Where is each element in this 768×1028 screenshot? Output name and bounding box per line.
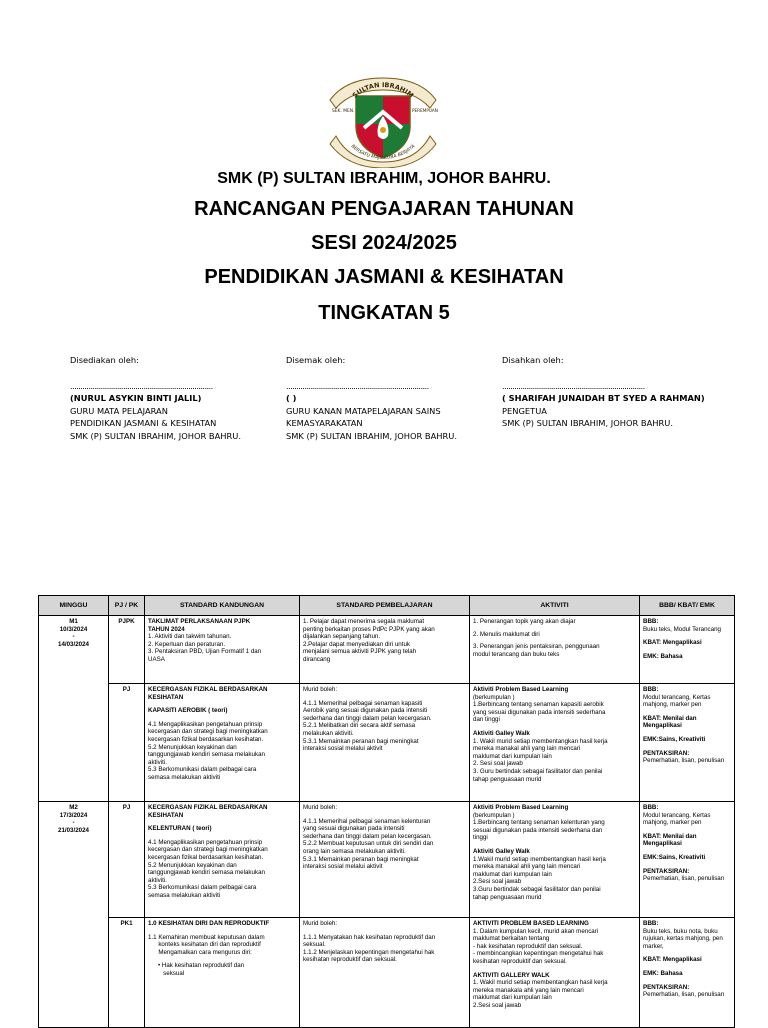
ak-line: 2. Menulis maklumat diri [473,630,540,638]
pj-pk-cell: PK1 [109,918,145,1028]
bbb-heading: BBB: [643,920,659,927]
sp-line: dijalankan sepanjang tahun. [303,633,381,641]
col-header-pj-pk: PJ / PK [109,596,145,616]
sk-line: 4.1 Mengaplikasikan pengetahuan prinsip [148,838,263,846]
table-header-row [39,596,735,616]
kbat-heading: KBAT: Menilai dan Mengaplikasi [643,832,697,848]
signature-role-line: KEMASYARAKATAN [286,418,363,429]
signature-name: ( SHARIFAH JUNAIDAH BT SYED A RAHMAN) [502,393,705,403]
school-crest-logo [326,72,440,168]
pentaksiran-heading: PENTAKSIRAN: [643,749,690,757]
col-header-bbb-kbat-emk: BBB/ KBAT/ EMK [640,596,735,616]
ak-line: dan tinggi [473,716,500,724]
ak-line: 2.Sesi soal jawab [473,878,522,886]
bbb-kbat-emk-cell [640,684,735,802]
sp-line: 4.1.1 Memerihal pelbagai senaman kapasiti [303,699,423,707]
emk-heading: EMK: Bahasa [643,652,683,660]
week-start: 10/3/2024 [59,625,88,633]
emk-heading: EMK: Bahasa [643,969,683,977]
logo-ribbon-right-text: PEREMPUAN [412,108,438,113]
pentaksiran-text: Pemerhatian, lisan, penulisan [643,875,725,883]
sp-line: penting berkaitan proses PdPc PJPK yang akan [303,625,435,633]
signature-role-line: PENDIDIKAN JASMANI & KESIHATAN [70,418,217,429]
sk-line: 2. Keperluan dan peraturan. [148,640,226,648]
kbat-heading: KBAT: Menilai dan Mengaplikasi [643,714,697,730]
bbb-text: Modul terancang, Kertas mahjong, marker pen [643,811,711,827]
logo-ribbon-top-text: SULTAN IBRAHIM [350,80,416,100]
signature-line: ...................................................................... [286,381,429,391]
sk-title: TAHUN 2024 [148,625,185,633]
sk-line: kecergasan dan strategi bagi meningkatkan [148,846,268,854]
sk-line: aktiviti. [148,876,167,884]
ak-line: 2.Sesi soal jawab [473,1001,522,1009]
bbb-text: Modul terancang, Kertas mahjong, marker pen [643,693,711,709]
sp-line: interaksi sosial melalui aktivit [303,745,383,753]
col-header-aktiviti: AKTIVITI [470,596,640,616]
table-row [39,918,735,1028]
pj-pk-cell: PJ [109,684,145,802]
ak-line: 1. Penerangan topik yang akan diajar [473,618,576,625]
ak-line: tinggi [473,834,488,842]
sp-heading: Murid boleh: [303,920,338,927]
ak-title: Aktiviti Problem Based Learning [473,804,569,811]
sk-title: TAKLIMAT PERLAKSANAAN PJPK [148,618,251,625]
pentaksiran-text: Pemerhatian, lisan, penulisan [643,991,725,999]
sp-line: menjalani semua aktiviti PJPK yang telah [303,648,417,656]
ak-line: 2. Sesi soal jawab [473,760,523,768]
table-row [39,616,735,684]
sp-line: Aerobik yang sesuai digunakan pada intensiti [303,707,428,715]
sk-subtitle: KAPASITI AEROBIK ( teori) [148,707,228,715]
ak-title: AKTIVITI GALLERY WALK [473,971,550,979]
pentaksiran-heading: PENTAKSIRAN: [643,983,690,991]
bbb-text: Buku teks, buku nota, buku rujukan, kertas mahjong, pen marker, [643,927,723,950]
plan-title: RANCANGAN PENGAJARAN TAHUNAN [194,198,574,220]
bbb-text: Buku teks, Modul Terancang [643,625,721,633]
table-row [39,802,735,918]
standard-pembelajaran-cell [300,684,470,802]
ak-line: maklumat dari kumpulan lain [473,752,552,760]
signature-prepared-by [70,354,290,442]
sk-line: 4.1 Mengaplikasikan pengetahuan prinsip [148,720,263,728]
sk-line: tanggungjawab kendiri semasa melakukan [148,869,265,877]
signature-name: (NURUL ASYKIN BINTI JALIL) [70,393,202,403]
standard-kandungan-cell [145,918,300,1028]
pentaksiran-text: Pemerhatian, lisan, penulisan [643,757,725,765]
sk-bullet: seksual [158,969,185,977]
logo-ribbon-left-text: SEK. MEN. [332,109,355,114]
aktiviti-cell [470,616,640,684]
emk-heading: EMK:Sains, Kreativiti [643,853,706,861]
col-header-minggu: MINGGU [39,596,109,616]
ak-line: yang sesuai digunakan pada intensiti sederhana [473,708,606,716]
form-title: TINGKATAN 5 [318,302,450,324]
emk-heading: EMK:Sains, Kreativiti [643,735,706,743]
week-dash: - [72,633,75,641]
aktiviti-cell [470,684,640,802]
bbb-heading: BBB: [643,804,659,811]
ak-line: - hak kesihatan reproduktif dan seksual. [473,942,583,950]
sk-title: KECERGASAN FIZIKAL BERDASARKAN KESIHATAN [148,686,268,701]
ak-line: 1. Dalam kumpulan kecil, murid akan mencari [473,927,599,935]
ak-line: maklumat dari kumpulan lain [473,994,552,1002]
ak-line: kesihatan reproduktif dan seksual. [473,957,567,965]
sp-line: 1.1.1 Menyatakan hak kesihatan reproduktif dan [303,933,436,941]
signature-role-line: SMK (P) SULTAN IBRAHIM, JOHOR BAHRU. [502,418,673,429]
bbb-kbat-emk-cell [640,918,735,1028]
pj-pk-cell: PJ [109,802,145,918]
ak-line: 1.Berbincang tentang senaman kelenturan yang [473,819,605,827]
standard-pembelajaran-cell [300,802,470,918]
signature-role-line: GURU MATA PELAJARAN [70,405,168,416]
sp-line: sederhana dan tinggi dalam pelan kecergasan. [303,714,432,722]
ak-line: 3.Guru bertindak sebagai fasilitator dan penilai [473,885,601,893]
ak-title: Aktiviti Galley Walk [473,847,530,855]
bbb-heading: BBB: [643,618,659,625]
sp-line: yang sesuai digunakan pada intensiti [303,825,405,833]
bbb-heading: BBB: [643,686,659,693]
sk-bullet: • Hak kesihatan reproduktif dan [158,962,245,970]
sk-line: kecergasan fizikal berdasarkan kesihatan. [148,853,264,861]
sk-line: 5.3 Berkomunikasi dalam pelbagai cara [148,884,257,892]
col-header-standard-pembelajaran: STANDARD PEMBELAJARAN [300,596,470,616]
sk-line: kecergasan fizikal berdasarkan kesihatan. [148,735,264,743]
week-code: M1 [69,618,78,625]
week-dash: - [72,819,75,827]
lesson-plan-table [38,595,735,1028]
week-end: 21/03/2024 [58,826,89,834]
sk-line: kecergasan dan strategi bagi meningkatkan [148,728,268,736]
sp-line: sederhana dan tinggi dalam pelan kecergasan. [303,832,432,840]
signature-label: Disediakan oleh: [70,355,139,365]
ak-line: 1. Wakil murid setiap membentangkan hasil kerja [473,979,608,987]
ak-line: tahap penguasaan murid [473,893,542,901]
kbat-heading: KBAT: Mengaplikasi [643,956,702,964]
signature-role-line: SMK (P) SULTAN IBRAHIM, JOHOR BAHRU. [286,430,457,441]
signature-label: Disahkan oleh: [502,355,564,365]
sk-line: 3. Pentaksiran PBD, Ujian Formatif 1 dan [148,648,262,656]
ak-title: Aktiviti Galley Walk [473,729,530,737]
signature-name: ( ) [286,393,297,403]
sk-title: KECERGASAN FIZIKAL BERDASARKAN KESIHATAN [148,804,268,819]
aktiviti-cell [470,802,640,918]
logo-ribbon-bottom-text: BERSATU MAJU CUBA BERJAYA [349,144,417,161]
ak-line: (berkumpulan ) [473,811,515,819]
sk-line: Mengamalkan cara mengurus diri: [148,948,252,956]
sp-heading: Murid boleh: [303,686,338,693]
sp-line: seksual. [303,941,326,949]
sp-line: 1. Pelajar dapat menerima segala maklumat [303,618,425,625]
sp-line: orang lain semasa melakukan aktiviti. [303,847,406,855]
week-start: 17/3/2024 [59,811,88,819]
week-cell-m1 [39,616,109,802]
week-code: M2 [69,804,78,811]
pj-pk-cell: PJPK [109,616,145,684]
ak-line: maklumat dari kumpulan lain [473,870,552,878]
bbb-kbat-emk-cell [640,616,735,684]
ak-line: sesuai digunakan pada intensiti sederhana dan [473,826,603,834]
ak-line: mereka manakal ahli yang lain mencari [473,745,581,753]
signature-role-line: GURU KANAN MATAPELAJARAN SAINS [286,405,441,416]
signature-line: ...................................................................... [502,381,645,391]
sk-title: 1.0 KESIHATAN DIRI DAN REPRODUKTIF [148,920,270,927]
standard-pembelajaran-cell [300,616,470,684]
signature-label: Disemak oleh: [286,355,346,365]
standard-pembelajaran-cell [300,918,470,1028]
ak-line: 1. Wakil murid setiap membentangkan hasil kerja [473,737,608,745]
signature-line: ...................................................................... [70,381,213,391]
ak-title: Aktiviti Problem Based Learning [473,686,569,693]
sk-line: 1.1 Kemahiran membuat keputusan dalam [148,933,265,941]
table-row [39,684,735,802]
sp-line: melakukan aktiviti. [303,729,354,737]
standard-kandungan-cell [145,616,300,684]
signature-approved-by [502,354,742,430]
ak-line: 3. Penerangan jenis pentaksiran, penggunaan [473,643,600,651]
ak-line: (berkumpulan ) [473,693,515,701]
sp-line: 1.1.2 Menjelaskan kepentingan mengetahui hak [303,948,435,956]
ak-line: 3. Guru bertindak sebagai fasilitator dan penilai [473,767,603,775]
sp-line: dirancang [303,655,331,663]
sk-line: 5.2 Menunjukkan keyakinan dan [148,861,237,869]
ak-line: modul terancang dan buku teks [473,650,560,658]
standard-kandungan-cell [145,684,300,802]
sk-line: semasa melakukan aktiviti [148,773,221,781]
sp-line: 4.1.1 Memerihal pelbagai senaman kelenturan [303,817,431,825]
standard-kandungan-cell [145,802,300,918]
sk-line: 5.2 Menunjukkan keyakinan dan [148,743,237,751]
sk-line: aktiviti. [148,758,167,766]
aktiviti-cell [470,918,640,1028]
kbat-heading: KBAT: Mengaplikasi [643,639,702,647]
sp-line: 5.3.1 Memainkan peranan bagi meningkat [303,855,419,863]
sp-line: 2.Pelajar dapat menyediakan diri untuk [303,640,410,648]
school-name: SMK (P) SULTAN IBRAHIM, JOHOR BAHRU. [217,170,551,187]
sp-heading: Murid boleh: [303,804,338,811]
bbb-kbat-emk-cell [640,802,735,918]
ak-line: mereka manakal ahli yang lain mencari [473,863,581,871]
sk-line: 5.3 Berkomunikasi dalam pelbagai cara [148,766,257,774]
ak-line: mereka manakala ahli yang lain mencari [473,986,584,994]
sp-line: 5.3.1 Memainkan peranan bagi meningkat [303,737,419,745]
sk-subtitle: KELENTURAN ( teori) [148,825,212,833]
sp-line: 5.2.2 Membuat keputusan untuk diri sendiri dan [303,840,434,848]
ak-title: AKTIVITI PROBLEM BASED LEARNING [473,920,589,927]
signature-checked-by [286,354,506,442]
week-end: 14/03/2024 [58,640,89,648]
session-title: SESI 2024/2025 [311,232,457,254]
pentaksiran-heading: PENTAKSIRAN: [643,867,690,875]
sp-line: 5.2.1 Melibatkan diri secara aktif semasa [303,722,416,730]
signature-role-line: PENGETUA [502,405,547,416]
col-header-standard-kandungan: STANDARD KANDUNGAN [145,596,300,616]
sk-line: konteks kesihatan diri dan reproduktif [148,941,261,949]
subject-title: PENDIDIKAN JASMANI & KESIHATAN [204,266,564,288]
ak-line: 1.Berbincang tentang senaman kapasiti aerobik [473,701,604,709]
sp-line: interaksi sosial melalui aktivit [303,863,383,871]
ak-line: 1.Wakil murid setiap membentangkan hasil kerja [473,855,606,863]
sk-line: semasa melakukan aktiviti [148,891,221,899]
week-cell-m2 [39,802,109,1028]
sk-line: 1. Aktiviti dan takwim tahunan. [148,633,232,641]
ak-line: maklumat berkaitan tentang [473,935,550,943]
signature-role-line: SMK (P) SULTAN IBRAHIM, JOHOR BAHRU. [70,430,241,441]
sk-line: UASA [148,655,165,663]
ak-line: tahap penguasaan murid [473,775,542,783]
ak-line: - membincangkan kepentingan mengetahui hak [473,950,604,958]
sk-line: tanggungjawab kendiri semasa melakukan [148,751,265,759]
sp-line: kesihatan reproduktif dan seksual. [303,956,397,964]
